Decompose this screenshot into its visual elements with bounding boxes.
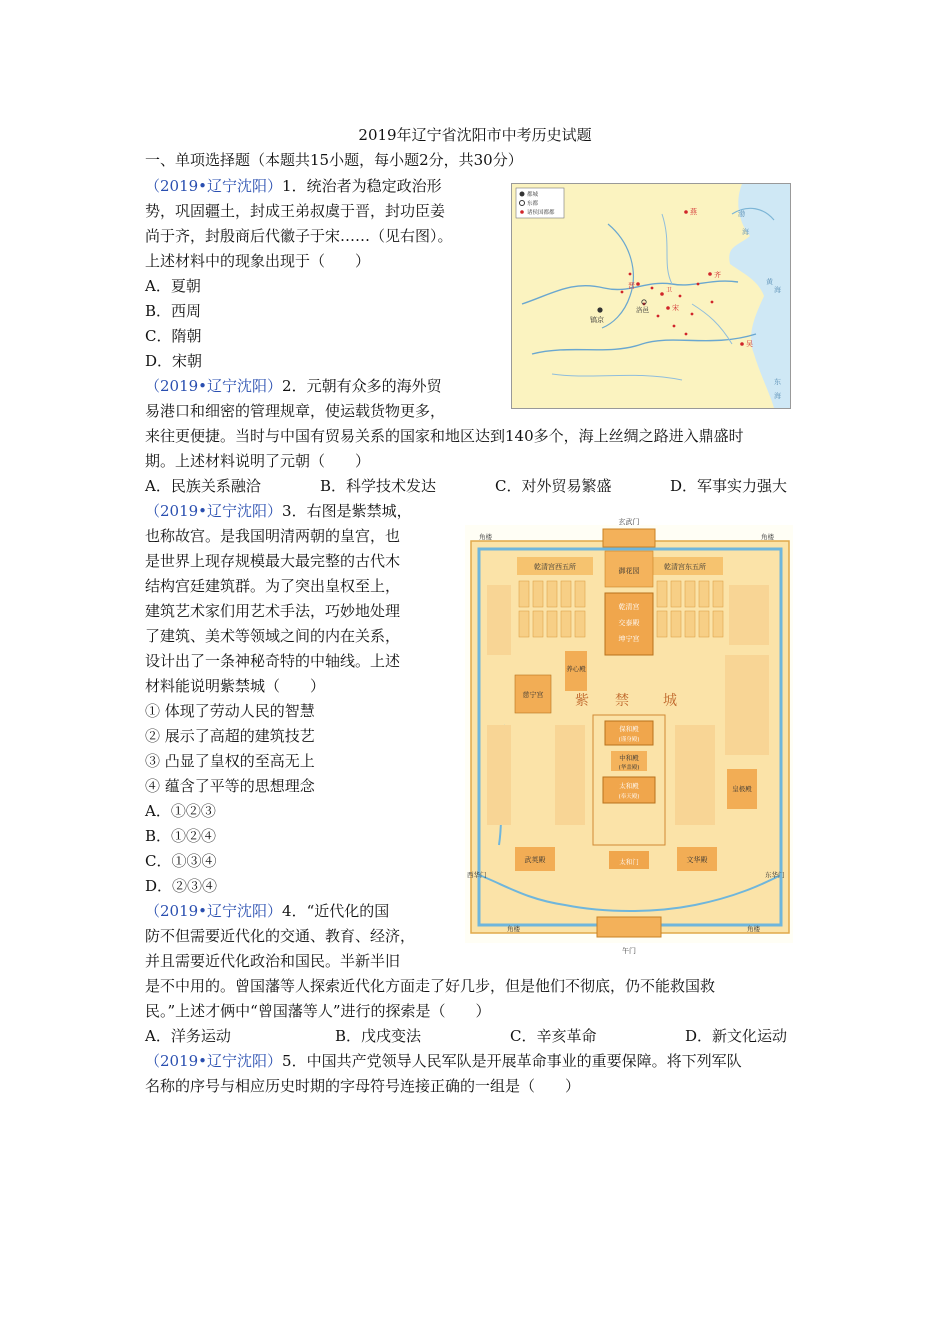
label-cining: 慈宁宫 <box>522 691 544 699</box>
label-jiaotai: 交泰殿 <box>618 619 640 627</box>
q3-statement-2: ② 展示了高超的建筑技艺 <box>145 727 315 745</box>
q2-line-4: 期。上述材料说明了元朝（ ） <box>145 452 371 470</box>
label-wenhua: 文华殿 <box>686 856 708 864</box>
label-corner-ne: 角楼 <box>761 533 774 541</box>
label-zhonghe: 中和殿 <box>619 754 639 762</box>
label-wei: 卫 <box>666 287 673 294</box>
legend-eastern-capital: 东都 <box>527 201 539 207</box>
western-zhou-map <box>511 183 791 409</box>
q2-source: （2019•辽宁沈阳） <box>145 377 283 395</box>
q1-line-4: 上述材料中的现象出现于（ ） <box>145 252 371 270</box>
q4-line-2: 防不但需要近代化的交通、教育、经济， <box>145 927 416 945</box>
label-corner-nw: 角楼 <box>479 533 492 541</box>
q3-option-a: A．①②③ <box>145 802 216 820</box>
q3-statement-3: ③ 凸显了皇权的至高无上 <box>145 752 315 770</box>
q1-line-3: 尚于齐，封殷商后代徽子于宋……（见右图）。 <box>145 227 453 245</box>
q4-option-b: B．戊戌变法 <box>335 1027 422 1045</box>
q4-option-a: A．洋务运动 <box>145 1027 231 1045</box>
label-jin: 晋 <box>628 282 635 290</box>
q1-option-d: D．宋朝 <box>145 352 203 370</box>
label-huangji: 皇极殿 <box>732 785 752 793</box>
label-corner-sw: 角楼 <box>507 925 520 933</box>
q1-option-b: B．西周 <box>145 302 202 320</box>
q4-line-1: （2019•辽宁沈阳）4．“近代化的国 <box>145 902 390 920</box>
label-baohe-alt: (谨身殿) <box>618 737 640 743</box>
q1-line-2: 势，巩固疆土，封成王弟叔虞于晋，封功臣姜 <box>145 202 446 220</box>
label-luoyi: 洛邑 <box>636 306 649 314</box>
label-wuying: 武英殿 <box>524 856 546 864</box>
section-heading: 一、单项选择题（本题共15小题，每小题2分，共30分） <box>145 151 523 169</box>
q3-option-b: B．①②④ <box>145 827 217 845</box>
haojing-marker <box>597 307 602 312</box>
label-wu-gate: 午门 <box>622 947 636 955</box>
label-east-five: 乾清宫东五所 <box>664 563 706 571</box>
label-cheng: 城 <box>663 693 677 709</box>
label-jin-char: 禁 <box>615 693 629 709</box>
label-wu: 吴 <box>746 340 753 348</box>
label-bo: 渤 <box>738 210 745 218</box>
q2-option-d: D．军事实力强大 <box>670 477 788 495</box>
q4-source: （2019•辽宁沈阳） <box>145 902 283 920</box>
legend-capital: 都城 <box>527 192 539 198</box>
q2-line-1: （2019•辽宁沈阳）2．元朝有众多的海外贸 <box>145 377 442 395</box>
label-taihe-gate: 太和门 <box>619 858 639 866</box>
label-hai-1: 海 <box>742 228 749 236</box>
label-zhonghe-alt: (华盖殿) <box>618 765 640 771</box>
legend-vassal: 诸侯国都都 <box>527 210 555 216</box>
label-taihe-alt: (奉天殿) <box>618 794 640 800</box>
label-xuanwu-gate: 玄武门 <box>618 518 640 526</box>
label-baohe: 保和殿 <box>619 725 639 733</box>
label-song: 宋 <box>672 304 679 312</box>
label-huang: 黄 <box>766 278 773 286</box>
q3-line-2: 也称故宫。是我国明清两朝的皇宫，也 <box>145 527 401 545</box>
label-dong: 东 <box>774 378 781 386</box>
q3-statement-4: ④ 蕴含了平等的思想理念 <box>145 777 315 795</box>
q5-line-1: （2019•辽宁沈阳）5．中国共产党领导人民军队是开展革命事业的重要保障。将下列军队 <box>145 1052 742 1070</box>
label-qi: 齐 <box>714 271 721 279</box>
q3-source: （2019•辽宁沈阳） <box>145 502 283 520</box>
q4-line-4: 是不中用的。曾国藩等人探索近代化方面走了好几步，但是他们不彻底，仍不能救国救 <box>145 977 716 995</box>
q1-source: （2019•辽宁沈阳） <box>145 177 283 195</box>
q3-line-8: 材料能说明紫禁城（ ） <box>145 677 326 695</box>
q3-option-d: D．②③④ <box>145 877 218 895</box>
q3-option-c: C．①③④ <box>145 852 217 870</box>
label-taihe: 太和殿 <box>619 782 639 790</box>
q2-option-c: C．对外贸易繁盛 <box>495 477 612 495</box>
label-west-gate: 西华门 <box>467 871 487 879</box>
q5-line-2: 名称的序号与相应历史时期的字母符号连接正确的一组是（ ） <box>145 1077 581 1095</box>
q3-line-6: 了建筑、美术等领域之间的内在关系， <box>145 627 401 645</box>
q4-option-c: C．辛亥革命 <box>510 1027 597 1045</box>
q4-option-d: D．新文化运动 <box>685 1027 788 1045</box>
label-west-five: 乾清宫西五所 <box>534 563 576 571</box>
q3-line-3: 是世界上现存规模最大最完整的古代木 <box>145 552 401 570</box>
q3-line-5: 建筑艺术家们用艺术手法，巧妙地处理 <box>145 602 401 620</box>
label-hai-3: 海 <box>774 392 781 400</box>
q3-line-1: （2019•辽宁沈阳）3．右图是紫禁城， <box>145 502 412 520</box>
label-corner-se: 角楼 <box>747 925 760 933</box>
q4-line-3: 并且需要近代化政治和国民。半新半旧 <box>145 952 401 970</box>
q2-option-b: B．科学技术发达 <box>320 477 437 495</box>
q4-line-5: 民。”上述才俩中“曾国藩等人”进行的探索是（ ） <box>145 1002 491 1020</box>
q2-option-a: A．民族关系融洽 <box>145 477 261 495</box>
q1-option-a: A．夏朝 <box>145 277 201 295</box>
label-kunning: 坤宁宫 <box>618 635 640 643</box>
q3-line-7: 设计出了一条神秘奇特的中轴线。上述 <box>145 652 401 670</box>
q3-statement-1: ① 体现了劳动人民的智慧 <box>145 702 315 720</box>
forbidden-city-map <box>465 518 793 955</box>
label-haojing: 镐京 <box>590 316 604 324</box>
q1-line-1: （2019•辽宁沈阳）1．统治者为稳定政治形 <box>145 177 442 195</box>
q2-line-3: 来往更便捷。当时与中国有贸易关系的国家和地区达到140多个，海上丝绸之路进入鼎盛时 <box>145 427 744 445</box>
label-qianqing: 乾清宫 <box>618 603 640 611</box>
q5-source: （2019•辽宁沈阳） <box>145 1052 283 1070</box>
label-zi: 紫 <box>575 693 589 709</box>
label-yangxin: 养心殿 <box>566 665 586 673</box>
label-hai-2: 海 <box>774 286 781 294</box>
q1-option-c: C．隋朝 <box>145 327 202 345</box>
page-title: 2019年辽宁省沈阳市中考历史试题 <box>358 126 592 144</box>
legend-vassal-icon <box>520 210 524 214</box>
label-east-gate: 东华门 <box>765 871 785 879</box>
legend-capital-icon <box>520 192 525 197</box>
label-yan: 燕 <box>690 208 697 216</box>
q2-line-2: 易港口和细密的管理规章，使运载货物更多， <box>145 402 446 420</box>
label-imperial-garden: 御花园 <box>618 567 640 575</box>
q3-line-4: 结构宫廷建筑群。为了突出皇权至上， <box>145 577 401 595</box>
